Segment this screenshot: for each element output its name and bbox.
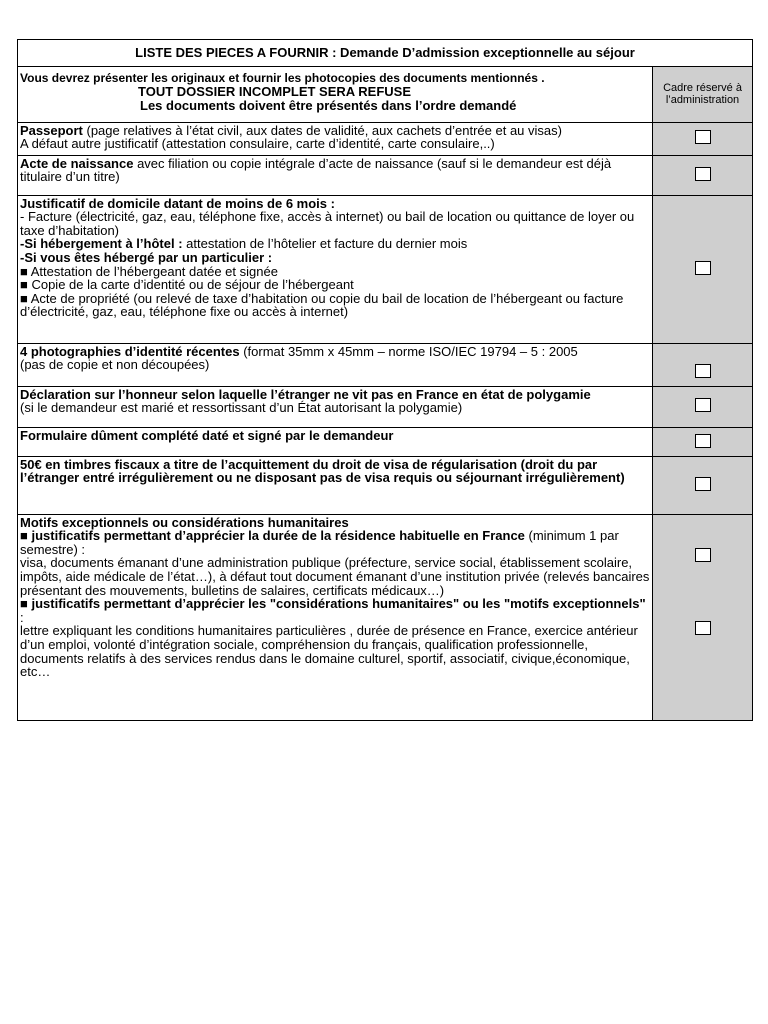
photos-desc: (format 35mm x 45mm – norme ISO/IEC 19794 – 5 : 2005 bbox=[239, 343, 578, 359]
naissance-desc: avec filiation ou copie intégrale d’acte de naissance (sauf si le demandeur est déjà titulaire d’un titre) bbox=[20, 155, 612, 185]
document-title: LISTE DES PIECES A FOURNIR : Demande D’admission exceptionnelle au séjour bbox=[18, 40, 753, 67]
domicile-box-cell bbox=[653, 195, 753, 343]
row-naissance bbox=[18, 155, 753, 195]
passeport-cell bbox=[18, 122, 653, 155]
photos-label: 4 photographies d’identité récentes bbox=[20, 343, 240, 359]
humanitaire-checkbox[interactable] bbox=[695, 621, 711, 635]
passeport-label: Passeport bbox=[20, 122, 83, 138]
row-domicile bbox=[18, 195, 753, 343]
timbres-cell bbox=[18, 456, 653, 514]
formulaire-label: Formulaire dûment complété daté et signé par le demandeur bbox=[20, 427, 394, 443]
timbres-box-cell bbox=[653, 456, 753, 514]
timbres-label: 50€ en timbres fiscaux a titre de l’acquittement du droit de visa de régularisation (droit du par l’étranger entré irrégulièrement ou ne disposant pas de visa requis ou séjournant irrégulièrement) bbox=[20, 456, 625, 486]
naissance-box-cell bbox=[653, 155, 753, 195]
row-formulaire bbox=[18, 427, 753, 456]
title-row bbox=[18, 40, 753, 67]
document-table bbox=[17, 39, 753, 721]
domicile-cell bbox=[18, 195, 653, 343]
photos-note: (pas de copie et non découpées) bbox=[20, 357, 210, 373]
residence-desc: (minimum 1 par semestre) : bbox=[20, 528, 619, 557]
naissance-checkbox[interactable] bbox=[695, 167, 711, 181]
residence-checkbox[interactable] bbox=[695, 548, 711, 562]
domicile-item-3: ■ Acte de propriété (ou relevé de taxe d’habitation ou copie du bail de location de l’hébergeant ou facture d’électricité, gaz, eau, téléphone fixe ou accès à internet) bbox=[20, 290, 624, 320]
intro-cell bbox=[18, 66, 653, 122]
domicile-line-1: - Facture (électricité, gaz, eau, téléphone fixe, accès à internet) ou bail de location ou quittance de loyer ou taxe d’habitation) bbox=[20, 209, 635, 238]
domicile-label: Justificatif de domicile datant de moins de 6 mois : bbox=[20, 195, 335, 211]
hotel-label: -Si hébergement à l’hôtel : bbox=[20, 236, 183, 252]
residence-text: visa, documents émanant d’une administration publique (préfecture, service social, établissement scolaire, impôts, aide médicale de l’état…), à défaut tout document émanant d’une institution privée (relevés bancaires présentant des mouvements, bulletins de salaires, certificats médicaux…) bbox=[20, 555, 650, 598]
passeport-desc: (page relatives à l’état civil, aux dates de validité, aux cachets d’entrée et au visas) bbox=[82, 122, 562, 138]
motifs-cell bbox=[18, 514, 653, 720]
domicile-item-2: ■ Copie de la carte d’identité ou de séjour de l’hébergeant bbox=[20, 277, 354, 293]
polygamie-cell bbox=[18, 386, 653, 427]
row-motifs bbox=[18, 514, 753, 720]
photos-cell bbox=[18, 343, 653, 386]
polygamie-label: Déclaration sur l’honneur selon laquelle l’étranger ne vit pas en France en état de polygamie bbox=[20, 386, 591, 402]
domicile-checkbox[interactable] bbox=[695, 261, 711, 275]
row-polygamie bbox=[18, 386, 753, 427]
residence-label: ■ justificatifs permettant d’apprécier la durée de la résidence habituelle en France bbox=[20, 528, 525, 544]
photos-box-cell bbox=[653, 343, 753, 386]
formulaire-box-cell bbox=[653, 427, 753, 456]
admin-header: Cadre réservé à l’administration bbox=[653, 66, 753, 122]
naissance-cell bbox=[18, 155, 653, 195]
particulier-label: -Si vous êtes hébergé par un particulier : bbox=[20, 249, 273, 265]
passeport-box-cell bbox=[653, 122, 753, 155]
humanitaire-text: lettre expliquant les conditions humanitaires particulières , durée de présence en France, exercice antérieur d’un emploi, volonté d’intégration sociale, compréhension du français, qualification professionnelle, documents relatifs à des services rendus dans le domaine culturel, sportif, associatif, civique,économique, etc… bbox=[20, 623, 638, 680]
intro-row bbox=[18, 66, 753, 122]
formulaire-cell bbox=[18, 427, 653, 456]
incomplete-warning: TOUT DOSSIER INCOMPLET SERA REFUSE bbox=[138, 84, 412, 100]
motifs-box-cell bbox=[653, 514, 753, 720]
order-notice: Les documents doivent être présentés dans l’ordre demandé bbox=[140, 97, 517, 113]
row-timbres bbox=[18, 456, 753, 514]
polygamie-box-cell bbox=[653, 386, 753, 427]
passeport-checkbox[interactable] bbox=[695, 130, 711, 144]
humanitaire-label: ■ justificatifs permettant d’apprécier les "considérations humanitaires" ou les "motifs exceptionnels" bbox=[20, 596, 646, 612]
motifs-label: Motifs exceptionnels ou considérations humanitaires bbox=[20, 514, 349, 530]
hotel-desc: attestation de l’hôtelier et facture du dernier mois bbox=[182, 236, 468, 252]
formulaire-checkbox[interactable] bbox=[695, 434, 711, 448]
passeport-alt: A défaut autre justificatif (attestation consulaire, carte d’identité, carte consulaire,..) bbox=[20, 136, 495, 152]
photos-checkbox[interactable] bbox=[695, 364, 711, 378]
timbres-checkbox[interactable] bbox=[695, 477, 711, 491]
humanitaire-colon: : bbox=[20, 609, 24, 625]
naissance-label: Acte de naissance bbox=[20, 155, 134, 171]
domicile-item-1: ■ Attestation de l’hébergeant datée et signée bbox=[20, 263, 278, 279]
row-photos bbox=[18, 343, 753, 386]
polygamie-note: (si le demandeur est marié et ressortissant d’un État autorisant la polygamie) bbox=[20, 400, 463, 416]
polygamie-checkbox[interactable] bbox=[695, 398, 711, 412]
row-passeport bbox=[18, 122, 753, 155]
intro-line-1: Vous devrez présenter les originaux et fournir les photocopies des documents mentionnés . bbox=[20, 70, 545, 85]
